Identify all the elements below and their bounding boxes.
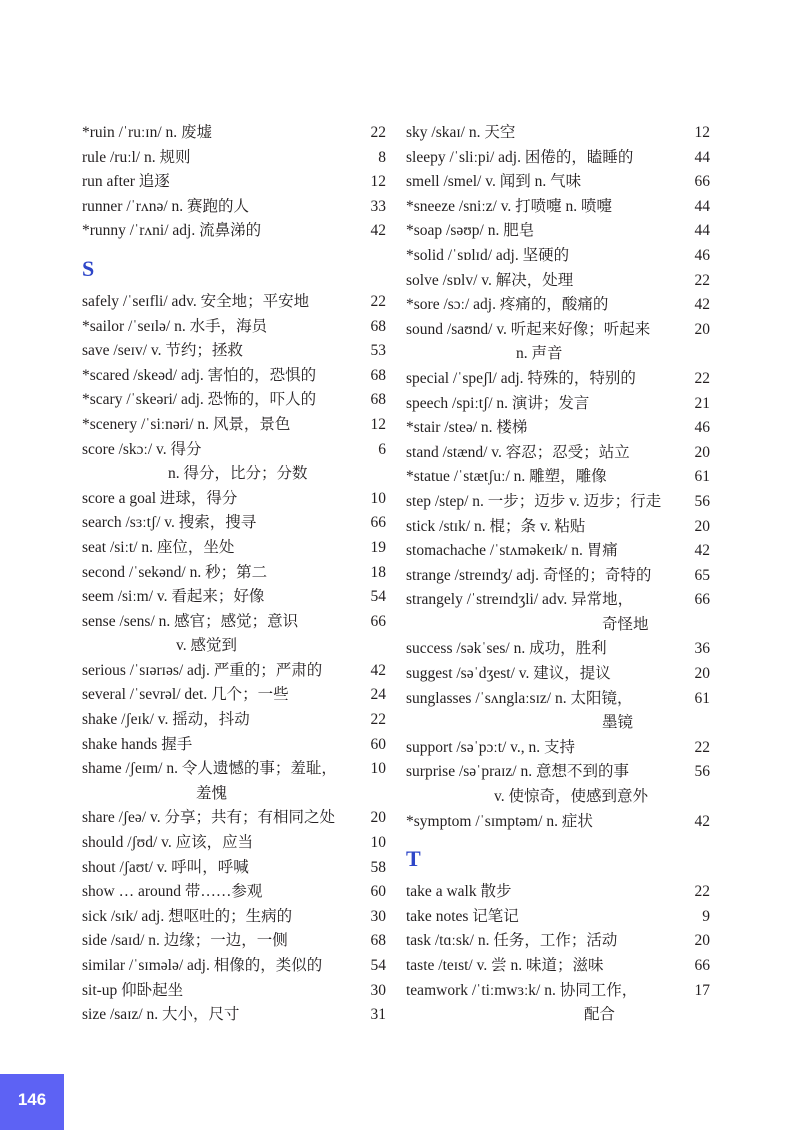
entry-continuation: 奇怪地: [602, 615, 649, 633]
entry-list: [82, 659, 386, 782]
entry-text: *scary /ˈskeəri/ adj. 恐怖的，吓人的: [82, 391, 317, 409]
entry-page: 66: [370, 612, 386, 630]
entry-page: 20: [694, 517, 710, 535]
entry-page: 42: [694, 296, 710, 314]
entry-page: 44: [694, 222, 710, 240]
glossary-entry: [82, 659, 386, 684]
glossary-entry: [82, 1003, 386, 1028]
entry-text: runner /ˈrʌnə/ n. 赛跑的人: [82, 197, 250, 215]
glossary-entry: [82, 121, 386, 146]
entry-text: *sneeze /sniːz/ v. 打喷嚏 n. 喷嚏: [406, 197, 613, 215]
entry-page: 12: [370, 415, 386, 433]
entry-page: 42: [694, 812, 710, 830]
glossary-entry: [82, 683, 386, 708]
entry-text: *scenery /ˈsiːnəri/ n. 风景，景色: [82, 415, 291, 433]
entry-text: shake hands 握手: [82, 735, 193, 753]
glossary-entry: [82, 195, 386, 220]
glossary-entry: [406, 318, 710, 343]
entry-continuation: 羞愧: [196, 784, 228, 802]
entry-list: [82, 121, 386, 244]
entry-text: rule /ruːl/ n. 规则: [82, 148, 191, 166]
entry-page: 20: [694, 665, 710, 683]
entry-text: smell /smel/ v. 闻到 n. 气味: [406, 173, 582, 191]
entry-page: 68: [370, 391, 386, 409]
entry-text: teamwork /ˈtiːmwɜːk/ n. 协同工作，: [406, 981, 638, 999]
entry-page: 60: [370, 735, 386, 753]
entry-text: should /ʃʊd/ v. 应该，应当: [82, 834, 254, 852]
entry-text: *stair /steə/ n. 楼梯: [406, 419, 528, 437]
glossary-entry: [406, 392, 710, 417]
entry-list: [82, 487, 386, 635]
entry-text: seem /siːm/ v. 看起来；好像: [82, 588, 265, 606]
glossary-entry: [82, 219, 386, 244]
entry-text: stand /stænd/ v. 容忍；忍受；站立: [406, 443, 630, 461]
glossary-entry: [82, 708, 386, 733]
glossary-entry: [82, 979, 386, 1004]
entry-text: save /seɪv/ v. 节约；拯救: [82, 342, 243, 360]
entry-text: sleepy /ˈsliːpi/ adj. 困倦的，瞌睡的: [406, 148, 634, 166]
entry-list: [406, 810, 710, 835]
entry-page: 54: [370, 588, 386, 606]
glossary-entry: [82, 733, 386, 758]
entry-text: *sailor /ˈseɪlə/ n. 水手，海员: [82, 317, 268, 335]
entry-page: 22: [694, 271, 710, 289]
glossary-entry: [406, 880, 710, 905]
entry-text: shame /ʃeɪm/ n. 令人遗憾的事；羞耻，: [82, 760, 337, 778]
entry-text: *sore /sɔː/ adj. 疼痛的，酸痛的: [406, 296, 609, 314]
entry-text: step /step/ n. 一步；迈步 v. 迈步；行走: [406, 492, 662, 510]
glossary-entry: [82, 856, 386, 881]
entry-page: 46: [694, 419, 710, 437]
entry-text: sky /skaɪ/ n. 天空: [406, 124, 516, 141]
entry-page: 66: [694, 957, 710, 974]
glossary-entry: [82, 954, 386, 979]
entry-page: 66: [694, 173, 710, 191]
glossary-entry: [406, 146, 710, 171]
entry-text: *symptom /ˈsɪmptəm/ n. 症状: [406, 812, 593, 830]
entry-text: taste /teɪst/ v. 尝 n. 味道；滋味: [406, 957, 604, 974]
glossary-entry: [406, 929, 710, 954]
entry-text: score a goal 进球，得分: [82, 489, 238, 507]
glossary-entry: [82, 905, 386, 930]
entry-page: 30: [370, 981, 386, 999]
section-letter-t: T: [406, 846, 421, 872]
entry-page: 8: [378, 148, 386, 166]
glossary-entry: [82, 364, 386, 389]
page-number: 146: [17, 1090, 47, 1109]
entry-text: *scared /skeəd/ adj. 害怕的，恐惧的: [82, 366, 317, 384]
entry-text: shake /ʃeɪk/ v. 摇动，抖动: [82, 711, 250, 729]
entry-page: 20: [694, 932, 710, 950]
glossary-entry: [406, 195, 710, 220]
glossary-entry: [82, 315, 386, 340]
entry-page: 12: [370, 173, 386, 191]
entry-text: take notes 记笔记: [406, 907, 519, 925]
entry-page: 61: [694, 689, 710, 707]
entry-page: 56: [694, 763, 710, 781]
section-letter-s: S: [82, 255, 95, 281]
glossary-entry: [82, 610, 386, 635]
entry-page: 68: [370, 366, 386, 384]
entry-text: safely /ˈseɪfli/ adv. 安全地；平安地: [82, 292, 310, 310]
entry-page: 66: [694, 591, 710, 609]
glossary-entry: [82, 511, 386, 536]
glossary-entry: [82, 880, 386, 905]
entry-page: 42: [370, 222, 386, 240]
glossary-entry: [82, 438, 386, 463]
glossary-entry: [406, 564, 710, 589]
entry-page: 65: [694, 566, 710, 584]
entry-page: 44: [694, 148, 710, 166]
entry-page: 36: [694, 640, 710, 658]
entry-text: success /səkˈses/ n. 成功，胜利: [406, 640, 607, 658]
entry-text: sit-up 仰卧起坐: [82, 981, 184, 999]
entry-text: stick /stɪk/ n. 棍；条 v. 粘贴: [406, 517, 586, 535]
entry-text: solve /sɒlv/ v. 解决，处理: [406, 271, 574, 289]
entry-page: 42: [370, 661, 386, 679]
right-column: [406, 121, 710, 1028]
entry-continuation: v. 使惊奇，使感到意外: [494, 788, 648, 806]
glossary-entry: [406, 637, 710, 662]
entry-text: similar /ˈsɪmələ/ adj. 相像的，类似的: [82, 957, 323, 974]
glossary-entry: [406, 490, 710, 515]
entry-text: score /skɔː/ v. 得分: [82, 440, 202, 458]
entry-page: 12: [694, 124, 710, 141]
entry-text: *soap /səʊp/ n. 肥皂: [406, 222, 535, 240]
entry-text: suggest /səˈdʒest/ v. 建议，提议: [406, 665, 611, 683]
entry-text: support /səˈpɔːt/ v., n. 支持: [406, 738, 576, 756]
entry-page: 31: [370, 1006, 386, 1024]
entry-text: shout /ʃaʊt/ v. 呼叫，呼喊: [82, 858, 249, 876]
glossary-entry: [406, 244, 710, 269]
entry-page: 42: [694, 542, 710, 560]
entry-page: 20: [370, 809, 386, 827]
glossary-entry: [406, 293, 710, 318]
glossary-entry: [406, 269, 710, 294]
entry-page: 68: [370, 317, 386, 335]
glossary-entry: [406, 219, 710, 244]
entry-page: 56: [694, 492, 710, 510]
glossary-entry: [82, 929, 386, 954]
entry-page: 10: [370, 834, 386, 852]
entry-text: sound /saʊnd/ v. 听起来好像；听起来: [406, 320, 651, 338]
entry-page: 22: [694, 738, 710, 756]
glossary-entry: [82, 806, 386, 831]
glossary-entry: [406, 465, 710, 490]
entry-text: sick /sɪk/ adj. 想呕吐的；生病的: [82, 907, 293, 925]
entry-page: 53: [370, 342, 386, 360]
entry-text: several /ˈsevrəl/ det. 几个；一些: [82, 686, 289, 704]
glossary-entry: [406, 979, 710, 1004]
glossary-entry: [406, 441, 710, 466]
entry-page: 44: [694, 197, 710, 215]
entry-text: share /ʃeə/ v. 分享；共有；有相同之处: [82, 809, 335, 827]
entry-page: 10: [370, 489, 386, 507]
entry-page: 30: [370, 907, 386, 925]
glossary-entry: [406, 588, 710, 613]
entry-text: surprise /səˈpraɪz/ n. 意想不到的事: [406, 763, 629, 781]
entry-page: 22: [370, 711, 386, 729]
entry-list: [406, 121, 710, 342]
entry-continuation: n. 声音: [516, 345, 563, 363]
entry-text: take a walk 散步: [406, 883, 512, 901]
glossary-entry: [82, 561, 386, 586]
entry-page: 20: [694, 443, 710, 461]
entry-text: strangely /ˈstreɪndʒli/ adv. 异常地，: [406, 591, 634, 609]
entry-text: *statue /ˈstætʃuː/ n. 雕塑，雕像: [406, 468, 607, 486]
entry-page: 60: [370, 883, 386, 901]
entry-text: speech /spiːtʃ/ n. 演讲；发言: [406, 394, 590, 412]
entry-text: *runny /ˈrʌni/ adj. 流鼻涕的: [82, 222, 262, 240]
glossary-entry: [406, 121, 710, 146]
entry-list: [406, 367, 710, 613]
glossary-entry: [82, 831, 386, 856]
entry-continuation: v. 感觉到: [176, 637, 237, 655]
glossary-entry: [82, 536, 386, 561]
entry-page: 20: [694, 320, 710, 338]
entry-list: [82, 290, 386, 462]
entry-text: task /tɑːsk/ n. 任务，工作；活动: [406, 932, 618, 950]
entry-page: 19: [370, 538, 386, 556]
glossary-entry: [406, 810, 710, 835]
glossary-entry: [82, 146, 386, 171]
glossary-entry: [82, 388, 386, 413]
entry-text: size /saɪz/ n. 大小，尺寸: [82, 1006, 240, 1024]
entry-page: 58: [370, 858, 386, 876]
entry-continuation: n. 得分，比分；分数: [168, 465, 308, 483]
glossary-entry: [82, 757, 386, 782]
entry-page: 18: [370, 563, 386, 581]
entry-page: 22: [370, 124, 386, 141]
entry-text: search /sɜːtʃ/ v. 搜索，搜寻: [82, 514, 257, 532]
glossary-entry: [406, 954, 710, 979]
entry-text: serious /ˈsɪərɪəs/ adj. 严重的；严肃的: [82, 661, 323, 679]
entry-continuation: 配合: [584, 1006, 616, 1024]
glossary-entry: [406, 539, 710, 564]
glossary-entry: [406, 905, 710, 930]
entry-list: [406, 736, 710, 785]
glossary-entry: [82, 487, 386, 512]
entry-page: 66: [370, 514, 386, 532]
entry-page: 22: [694, 369, 710, 387]
entry-page: 17: [694, 981, 710, 999]
glossary-entry: [82, 413, 386, 438]
entry-text: seat /siːt/ n. 座位，坐处: [82, 538, 235, 556]
entry-list: [82, 806, 386, 1027]
entry-page: 46: [694, 246, 710, 264]
entry-page: 10: [370, 760, 386, 778]
glossary-entry: [406, 662, 710, 687]
entry-text: run after 追逐: [82, 173, 170, 191]
glossary-entry: [406, 515, 710, 540]
entry-text: *solid /ˈsɒlɪd/ adj. 坚硬的: [406, 246, 570, 264]
entry-text: second /ˈsekənd/ n. 秒；第二: [82, 563, 268, 581]
entry-text: *ruin /ˈruːɪn/ n. 废墟: [82, 124, 213, 141]
glossary-entry: [82, 585, 386, 610]
entry-text: special /ˈspeʃl/ adj. 特殊的，特别的: [406, 369, 636, 387]
entry-text: side /saɪd/ n. 边缘；一边，一侧: [82, 932, 288, 950]
entry-list: [406, 637, 710, 711]
entry-page: 22: [694, 883, 710, 901]
entry-page: 68: [370, 932, 386, 950]
entry-page: 61: [694, 468, 710, 486]
left-column: [82, 121, 386, 1028]
entry-page: 22: [370, 292, 386, 310]
entry-page: 54: [370, 957, 386, 974]
entry-page: 9: [702, 907, 710, 925]
glossary-entry: [82, 170, 386, 195]
entry-text: strange /streɪndʒ/ adj. 奇怪的；奇特的: [406, 566, 652, 584]
glossary-entry: [406, 760, 710, 785]
entry-text: sunglasses /ˈsʌnglaːsɪz/ n. 太阳镜，: [406, 689, 633, 707]
entry-page: 33: [370, 197, 386, 215]
glossary-entry: [406, 170, 710, 195]
entry-text: stomachache /ˈstʌməkeɪk/ n. 胃痛: [406, 542, 618, 560]
glossary-entry: [406, 687, 710, 712]
entry-page: 21: [694, 394, 710, 412]
entry-page: 24: [370, 686, 386, 704]
glossary-entry: [406, 736, 710, 761]
entry-text: show … around 带……参观: [82, 883, 263, 901]
entry-continuation: 墨镜: [602, 714, 634, 732]
glossary-entry: [82, 290, 386, 315]
glossary-entry: [82, 339, 386, 364]
entry-list: [406, 880, 710, 1003]
glossary-entry: [406, 416, 710, 441]
entry-page: 6: [378, 440, 386, 458]
glossary-entry: [406, 367, 710, 392]
entry-text: sense /sens/ n. 感官；感觉；意识: [82, 612, 299, 630]
